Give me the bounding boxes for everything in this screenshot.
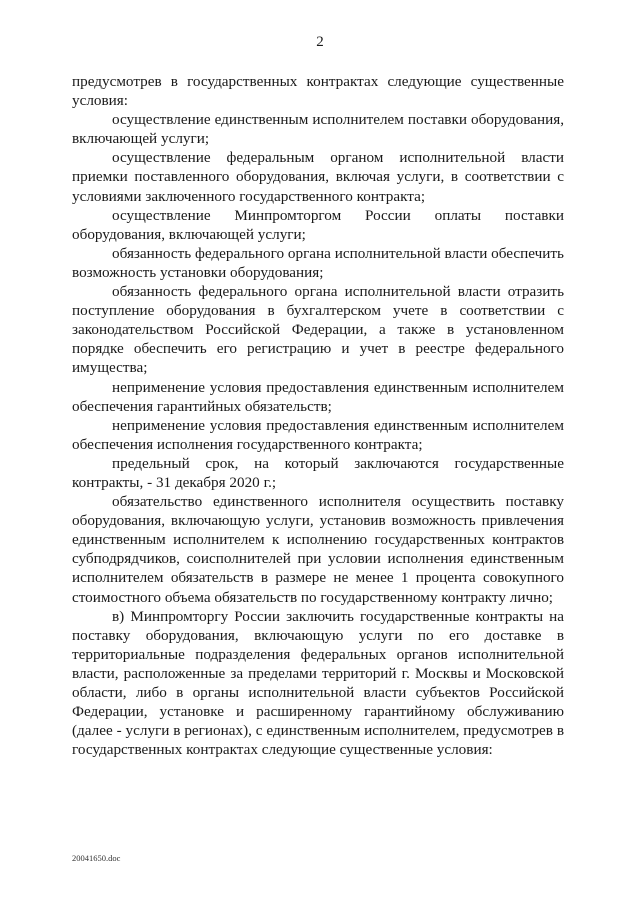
- paragraph: осуществление Минпромторгом России оплаты поставки оборудования, включающей услуги;: [72, 206, 564, 243]
- paragraph: осуществление единственным исполнителем поставки оборудования, включающей услуги;: [72, 111, 564, 148]
- document-file-code: 20041650.doc: [72, 853, 121, 863]
- paragraph: неприменение условия предоставления единственным исполнителем обеспечения гарантийных обязательств;: [72, 378, 564, 415]
- paragraph: предусмотрев в государственных контрактах следующие существенные условия:: [72, 73, 564, 110]
- document-body: [72, 72, 564, 759]
- paragraph: в) Минпромторгу России заключить государственные контракты на поставку оборудования, включающую услуги по его доставке в территориальные подразделения федеральных органов исполнительной власти, расположенные за пределами территорий г. Москвы и Московской области, либо в органы исполнительной власти субъектов Российской Федерации, установке и расширенному гарантийному обслуживанию (далее - услуги в регионах), с единственным исполнителем, предусмотрев в государственных контрактах следующие существенные условия:: [72, 607, 564, 759]
- paragraph: неприменение условия предоставления единственным исполнителем обеспечения исполнения государственного контракта;: [72, 416, 564, 453]
- page-number: 2: [316, 34, 324, 50]
- paragraph: обязанность федерального органа исполнительной власти отразить поступление оборудования в бухгалтерском учете в соответствии с законодательством Российской Федерации, а также в установленном порядке обеспечить его регистрацию и учет в реестре федерального имущества;: [72, 283, 564, 377]
- paragraph: обязанность федерального органа исполнительной власти обеспечить возможность установки оборудования;: [72, 244, 564, 281]
- paragraph: осуществление федеральным органом исполнительной власти приемки поставленного оборудования, включая услуги, в соответствии с условиями заключенного государственного контракта;: [72, 149, 564, 205]
- paragraph: предельный срок, на который заключаются государственные контракты, - 31 декабря 2020 г.;: [72, 454, 564, 491]
- paragraph: обязательство единственного исполнителя осуществить поставку оборудования, включающую услуги, установив возможность привлечения единственным исполнителем к исполнению государственных контрактов субподрядчиков, соисполнителей при условии исполнения единственным исполнителем обязательств в размере не менее 1 процента совокупного стоимостного объема обязательств по государственному контракту лично;: [72, 493, 564, 606]
